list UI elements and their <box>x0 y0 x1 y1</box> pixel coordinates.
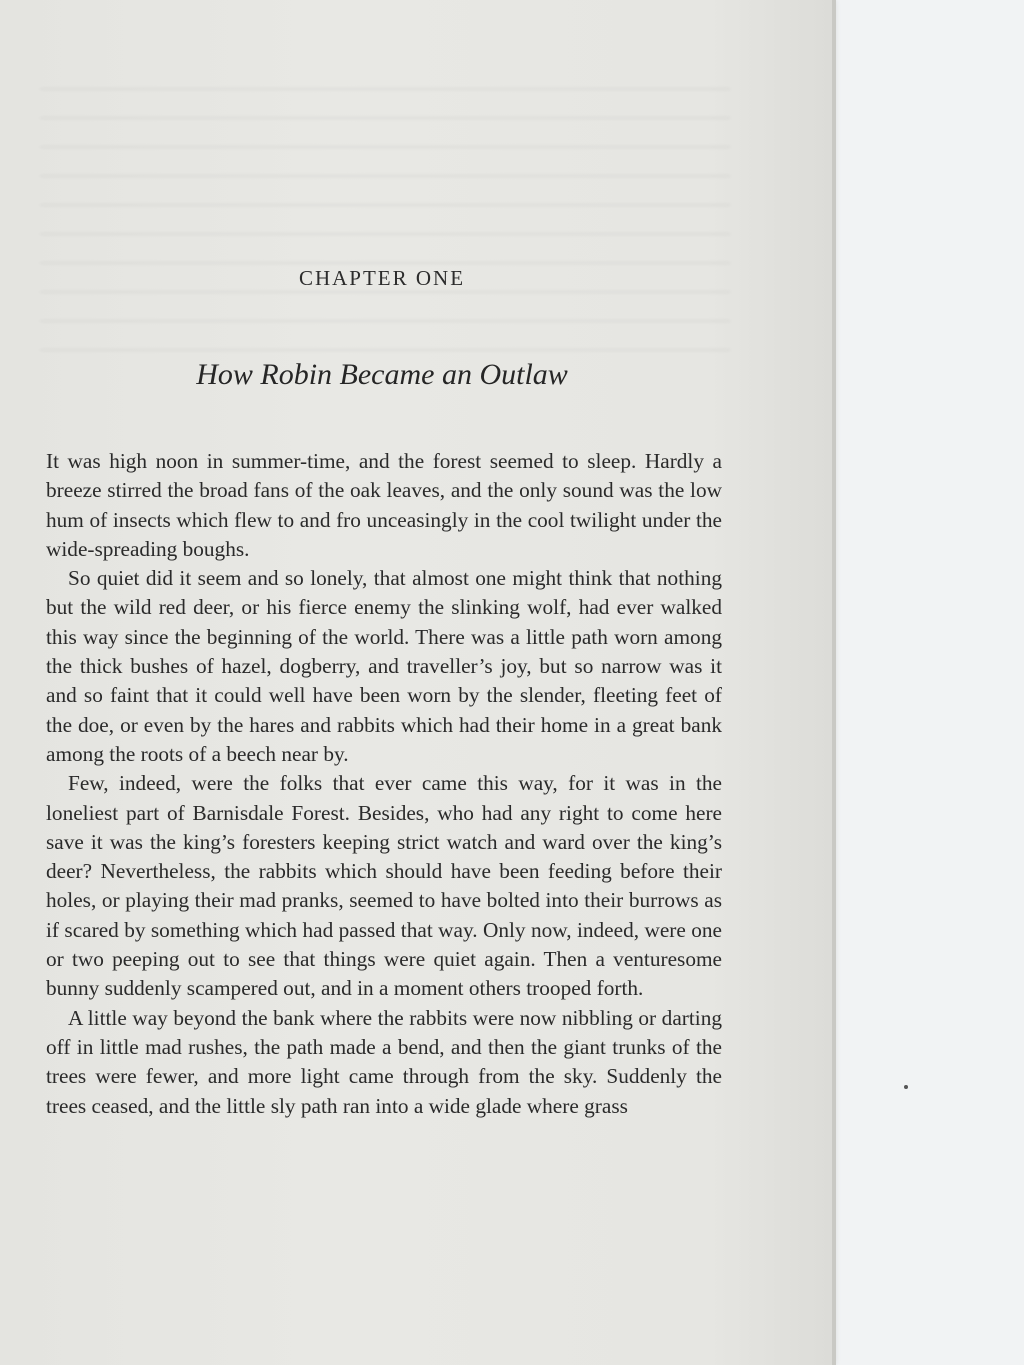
show-through-text <box>40 70 730 370</box>
chapter-body <box>46 447 722 1121</box>
background-speck <box>904 1085 908 1089</box>
paragraph-3: Few, indeed, were the folks that ever came this way, for it was in the loneliest part of Barnisdale Forest. Besides, who had any right to come here save it was the king’s foresters keeping strict watch and ward over the king’s deer? Nevertheless, the rabbits which should have been feeding before their holes, or playing their mad pranks, seemed to have bolted into their burrows as if scared by something which had passed that way. Only now, indeed, were one or two peeping out to see that things were quiet again. Then a venturesome bunny suddenly scampered out, and in a moment others trooped forth. <box>46 771 722 1001</box>
paragraph-1: It was high noon in summer-time, and the forest seemed to sleep. Hardly a breeze stirred the broad fans of the oak leaves, and the only sound was the low hum of insects which flew to and fro unceasingly in the cool twilight under the wide-spreading boughs. <box>46 449 722 561</box>
paragraph-4: A little way beyond the bank where the rabbits were now nibbling or darting off in little mad rushes, the path made a bend, and then the giant trunks of the trees were fewer, and more light came through from the sky. Suddenly the trees ceased, and the little sly path ran into a wide glade where grass <box>46 1005 722 1118</box>
paragraph-2: So quiet did it seem and so lonely, that almost one might think that nothing but the wild red deer, or his fierce enemy the slinking wolf, had ever walked this way since the beginning of the world. There was a little path worn among the thick bushes of hazel, dogberry, and traveller’s joy, but so narrow was it and so faint that it could well have been worn by the slender, fleeting feet of the doe, or even by the hares and rabbits which had their home in a great bank among the roots of a beech near by. <box>46 566 722 766</box>
chapter-number: CHAPTER ONE <box>298 266 466 290</box>
chapter-title: How Robin Became an Outlaw <box>196 358 568 391</box>
page-edge <box>832 0 836 1365</box>
